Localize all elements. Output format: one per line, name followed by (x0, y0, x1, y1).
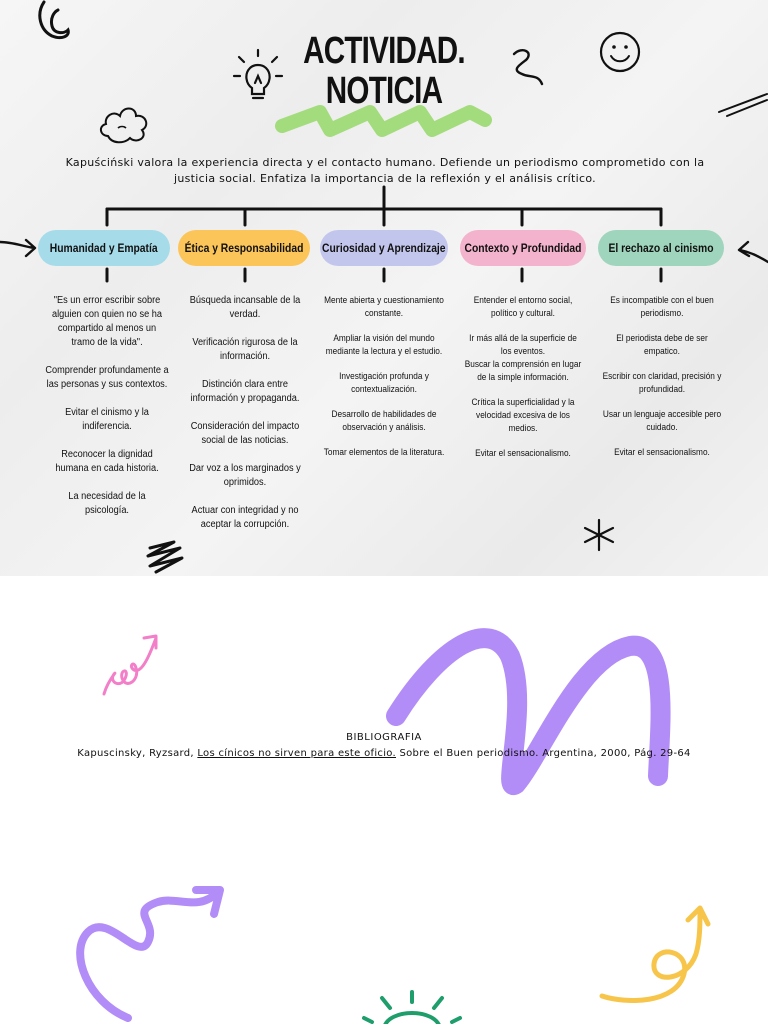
sun-icon (360, 988, 464, 1024)
curly-arrow-icon (98, 630, 164, 700)
list-item: Comprender profundamente a las personas y sus contextos. (45, 365, 169, 390)
bibliography-heading: BIBLIOGRAFIA (346, 732, 422, 743)
list-item: Es incompatible con el buen periodismo. (610, 295, 714, 318)
purple-squiggle-decoration (380, 616, 680, 806)
list-item: Búsqueda incansable de la verdad. (189, 295, 301, 320)
page-title-line-2: NOTICIA (325, 70, 443, 112)
list-item: Buscar la comprensión en lugar de la simple información. (464, 359, 582, 382)
list-item: Distinción clara entre información y propaganda. (190, 379, 300, 404)
list-item: Investigación profunda y contextualización. (339, 371, 429, 394)
intro-paragraph: Kapuściński valora la experiencia directa y el contacto humano. Defiende un periodismo comprometido con la justicia social. Enfatiza la importancia de la reflexión y el análisis crítico. (65, 156, 705, 185)
category-column-contexto (458, 294, 588, 472)
list-item: Actuar con integridad y no aceptar la corrupción. (191, 505, 299, 530)
category-label: El rechazo al cinismo (608, 241, 714, 255)
bibliography-book-title: Los cínicos no sirven para este oficio. (197, 748, 397, 759)
list-item: Dar voz a los marginados y oprimidos. (189, 463, 301, 488)
list-item: Reconocer la dignidad humana en cada historia. (55, 449, 159, 474)
arrow-left-icon (734, 238, 768, 268)
arrow-right-icon (0, 232, 40, 262)
scribble-doodle-icon (140, 536, 190, 576)
list-item: Evitar el sensacionalismo. (614, 447, 710, 457)
bibliography-details: Sobre el Buen periodismo. Argentina, 2000, Pág. 29-64 (396, 748, 691, 759)
category-column-etica (180, 294, 310, 546)
list-item: "Es un error escribir sobre alguien con quien no se ha compartido al menos un tramo de la vida". (52, 295, 162, 348)
list-item: Consideración del impacto social de las noticias. (190, 421, 300, 446)
category-pill-etica (178, 230, 310, 266)
list-item: Evitar el sensacionalismo. (475, 448, 571, 458)
category-pill-contexto (460, 230, 586, 266)
list-item: Tomar elementos de la literatura. (323, 447, 445, 457)
page-two (0, 576, 768, 1024)
category-column-cinismo (596, 294, 728, 471)
list-item: Entender el entorno social, político y cultural. (473, 295, 573, 318)
category-label: Contexto y Profundidad (464, 241, 582, 255)
asterisk-star-icon (582, 518, 616, 552)
bibliography-entry (0, 748, 768, 759)
category-label: Ética y Responsabilidad (184, 241, 304, 255)
list-item: Evitar el cinismo y la indiferencia. (65, 407, 149, 432)
purple-arrow-icon (68, 882, 232, 1022)
page-title-line-1: ACTIVIDAD. (303, 30, 465, 72)
yellow-curly-arrow-icon (596, 904, 716, 1008)
category-pill-curiosidad (320, 230, 448, 266)
bibliography-author: Kapuscinsky, Ryzsard, (77, 748, 198, 759)
line-strokes-decoration (715, 90, 768, 120)
squiggle-doodle-icon (30, 0, 80, 45)
category-label: Curiosidad y Aprendizaje (322, 241, 446, 255)
list-item: Escribir con claridad, precisión y profundidad. (602, 371, 722, 394)
list-item: Mente abierta y cuestionamiento constante. (324, 295, 444, 318)
list-item: Desarrollo de habilidades de observación y análisis. (331, 409, 437, 432)
category-column-curiosidad (318, 294, 450, 471)
category-label: Humanidad y Empatía (50, 241, 158, 255)
list-item: Ampliar la visión del mundo mediante la lectura y el estudio. (325, 333, 443, 356)
category-pill-cinismo (598, 230, 724, 266)
category-column-humanidad (40, 294, 174, 532)
list-item: Ir más allá de la superficie de los eventos. (469, 333, 577, 356)
list-item: Verificación rigurosa de la información. (192, 337, 298, 362)
list-item: Usar un lenguaje accesible pero cuidado. (602, 409, 722, 432)
list-item: La necesidad de la psicología. (68, 491, 146, 516)
list-item: Crítica la superficialidad y la velocidad excesiva de los medios. (471, 397, 575, 433)
category-pill-humanidad (38, 230, 170, 266)
list-item: El periodista debe de ser empatico. (616, 333, 708, 356)
